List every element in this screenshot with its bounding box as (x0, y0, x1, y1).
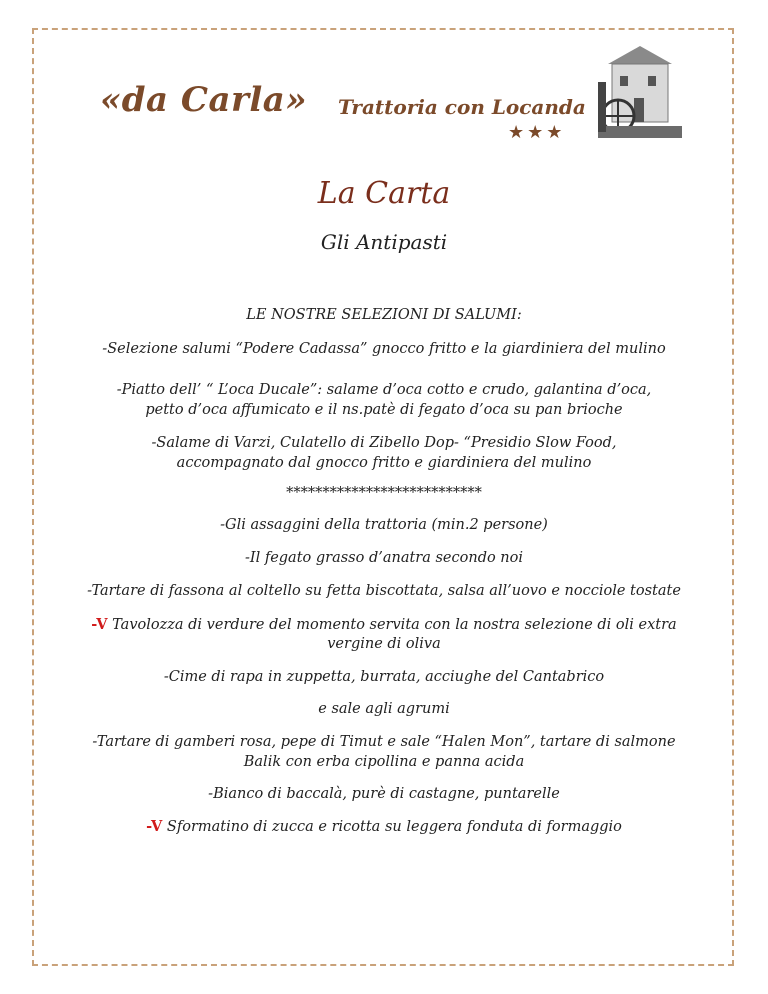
menu-item: -Bianco di baccalà, purè di castagne, puntarelle (208, 786, 560, 802)
menu-item: -Cime di rapa in zuppetta, burrata, acciughe del Cantabrico (163, 669, 605, 685)
menu-item-continued: accompagnato dal gnocco fritto e giardiniera del mulino (176, 455, 592, 471)
menu-item-vegetarian: -V Tavolozza di verdure del momento servita con la nostra selezione di oli extra (91, 616, 677, 633)
page-title: La Carta (317, 176, 451, 211)
menu-item-continued: petto d’oca affumicato e il ns.patè di fegato d’oca su pan brioche (145, 402, 623, 418)
menu-item: -Tartare di fassona al coltello su fetta biscottata, salsa all’uovo e nocciole tostate (87, 583, 681, 599)
logo-subtitle: Trattoria con Locanda (338, 95, 586, 119)
menu-item: -Salame di Varzi, Culatello di Zibello Dop- “Presidio Slow Food, (151, 435, 617, 451)
menu-item: -Il fegato grasso d’anatra secondo noi (244, 550, 524, 566)
restaurant-logo (100, 80, 586, 150)
logo-name: «da Carla» (100, 80, 308, 120)
menu-item: -Gli assaggini della trattoria (min.2 persone) (220, 517, 548, 533)
menu-item-continued: vergine di oliva (327, 636, 441, 652)
menu-item-vegetarian: -V Sformatino di zucca e ricotta su leggera fonduta di formaggio (146, 818, 622, 835)
logo-stars: ★★★ (508, 122, 566, 143)
menu-heading: LE NOSTRE SELEZIONI DI SALUMI: (246, 307, 522, 323)
separator: *************************** (286, 485, 482, 501)
vegetarian-marker: -V (91, 616, 108, 633)
vegetarian-marker: -V (146, 818, 163, 835)
menu-item-continued: e sale agli agrumi (318, 701, 450, 717)
menu-item: -Selezione salumi “Podere Cadassa” gnocco fritto e la giardiniera del mulino (102, 341, 666, 357)
menu-item: -Tartare di gamberi rosa, pepe di Timut e sale “Halen Mon”, tartare di salmone (92, 734, 676, 750)
section-title: Gli Antipasti (320, 230, 448, 254)
menu-item: -Piatto dell’ “ L’oca Ducale”: salame d’oca cotto e crudo, galantina d’oca, (116, 382, 652, 398)
watermill-icon (598, 42, 682, 138)
menu-item-continued: Balik con erba cipollina e panna acida (243, 754, 525, 770)
